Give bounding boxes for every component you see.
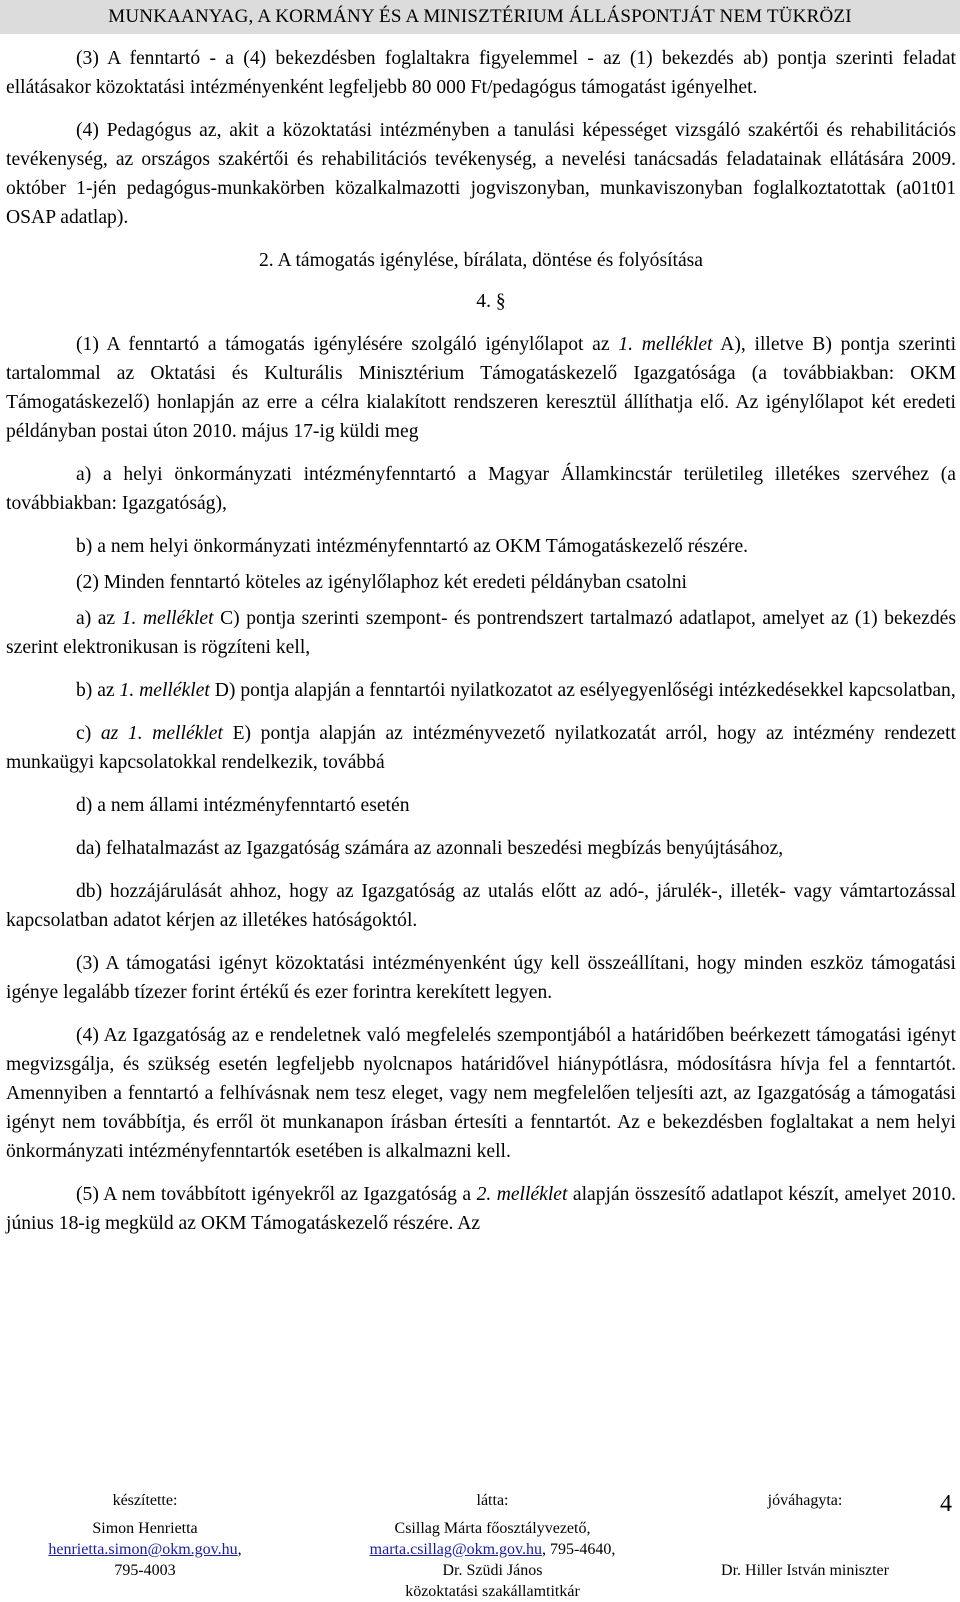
s2c-annex-ref: az 1. melléklet <box>100 723 223 744</box>
approved-name: Dr. Hiller István miniszter <box>721 1562 889 1579</box>
s2c-post: E) pontja alapján az intézményvezető nyilatkozatát arról, hogy az intézmény rendezett munkaügyi kapcsolatokkal rendelkezik, továbbá <box>6 723 956 773</box>
s2-item-b <box>6 676 956 705</box>
s1-item-a: a) a helyi önkormányzati intézményfenntartó a Magyar Államkincstár területileg illetékes szervéhez (a továbbiakban: Igazgatóság), <box>6 464 956 514</box>
paragraph-4: (4) Pedagógus az, akit a közoktatási intézményben a tanulási képességet vizsgáló szakértői és rehabilitációs tevékenység, az országos szakértői és rehabilitációs tevékenység, a nevelési tanácsadás feladatainak ellátására 2009. október 1-jén pedagógus-munkakörben közalkalmazotti jogviszonyban, munkaviszonyban foglalkoztatottak (a01t01 OSAP adatlap). <box>6 120 956 228</box>
section-title: 2. A támogatás igénylése, bírálata, döntése és folyósítása <box>258 250 703 271</box>
s2a-post: C) pontja szerinti szempont- és pontrendszert tartalmazó adatlapot, amelyet az (1) bekezdés szerint elektronikusan is rögzíteni kell, <box>6 608 956 658</box>
seen-label: látta: <box>476 1492 509 1509</box>
s2b-post: D) pontja alapján a fenntartói nyilatkozatot az esélyegyenlőségi intézkedésekkel kapcsolatban, <box>214 680 956 701</box>
signature-footer <box>0 1490 960 1600</box>
approved-label: jóváhagyta: <box>767 1492 843 1509</box>
s5-text-a: (5) A nem továbbított igényekről az Igazgatóság a <box>76 1184 472 1205</box>
seen-by-block <box>335 1490 650 1602</box>
prepared-phone: 795-4003 <box>114 1562 176 1579</box>
section-symbol-link[interactable]: § <box>495 291 506 312</box>
s1-text-b: A), illetve B) pontja szerinti tartalommal az Oktatási és Kulturális Minisztérium Támogatáskezelő Igazgatósága (a továbbiakban: OKM Támogatáskezelő) honlapján az erre a célra kialakított rendszeren keresztül állíthatja elő. Az igénylőlapot két eredeti példányban postai úton 2010. május 17-ig küldi meg <box>6 334 957 442</box>
s2-item-da: da) felhatalmazást az Igazgatóság számára az azonnali beszedési megbízás benyújtásához, <box>76 838 784 859</box>
subsection-2: (2) Minden fenntartó köteles az igénylőlaphoz két eredeti példányban csatolni <box>76 572 687 593</box>
seen-contact <box>335 1539 650 1560</box>
subsection-1 <box>6 330 956 446</box>
subsection-5 <box>6 1180 956 1238</box>
s1-item-b: b) a nem helyi önkormányzati intézményfenntartó az OKM Támogatáskezelő részére. <box>76 536 749 557</box>
prepared-by-block <box>30 1490 260 1581</box>
prepared-label: készítette: <box>112 1492 178 1509</box>
s1-text-a: (1) A fenntartó a támogatás igénylésére szolgáló igénylőlapot az <box>76 334 610 355</box>
s1-annex-ref: 1. melléklet <box>618 334 713 355</box>
s2c-pre: c) <box>76 723 92 744</box>
seen-role-2: közoktatási szakállamtitkár <box>405 1583 580 1600</box>
section-number <box>26 287 956 316</box>
s2-item-db: db) hozzájárulását ahhoz, hogy az Igazgatóság az utalás előtt az adó-, járulék-, illeték- vagy vámtartozással kapcsolatban adatot kérjen az illetékes hatóságoktól. <box>6 881 956 931</box>
s2b-pre: b) az <box>76 680 115 701</box>
seen-name-2: Dr. Szüdi János <box>442 1562 543 1579</box>
prepared-name: Simon Henrietta <box>92 1520 198 1537</box>
subsection-4: (4) Az Igazgatóság az e rendeletnek való megfelelés szempontjából a határidőben beérkezett támogatási igényt megvizsgálja, és szükség esetén legfeljebb nyolcnapos határidővel hiánypótlásra, módosításra hívja fel a fenntartót. Amennyiben a fenntartó a felhívásnak nem tesz eleget, vagy nem megfelelően teljesíti azt, az Igazgatóság a támogatási igényt nem továbbítja, és erről öt munkanapon írásban értesíti a fenntartót. Az e bekezdésben foglaltakat a nem helyi önkormányzati intézményfenntartók esetében is alkalmazni kell. <box>6 1025 956 1162</box>
s5-annex-ref: 2. melléklet <box>476 1184 568 1205</box>
seen-phone: , 795-4640, <box>542 1541 616 1558</box>
s2a-annex-ref: 1. melléklet <box>121 608 214 629</box>
section-number-text: 4. <box>476 291 491 312</box>
page-number: 4 <box>940 1491 952 1517</box>
prepared-email-link[interactable]: henrietta.simon@okm.gov.hu <box>48 1541 238 1558</box>
s2-item-c <box>6 719 956 777</box>
subsection-3: (3) A támogatási igényt közoktatási intézményenként úgy kell összeállítani, hogy minden eszköz támogatási igénye legalább tízezer forint értékű és ezer forintra kerekített legyen. <box>6 953 956 1003</box>
s2a-pre: a) az <box>76 608 116 629</box>
s2-item-d: d) a nem állami intézményfenntartó esetén <box>76 795 410 816</box>
seen-name: Csillag Márta főosztályvezető, <box>394 1520 591 1537</box>
s5-text-b: alapján összesítő adatlapot készít, amelyet 2010. június 18-ig megküld az OKM Támogatáskezelő részére. Az <box>6 1184 957 1234</box>
paragraph-3: (3) A fenntartó - a (4) bekezdésben foglaltakra figyelemmel - az (1) bekezdés ab) pontja szerinti feladat ellátásakor közoktatási intézményenként legfeljebb 80 000 Ft/pedagógus támogatást igényelhet. <box>6 48 956 98</box>
s2b-annex-ref: 1. melléklet <box>119 680 210 701</box>
s2-item-a <box>6 604 956 662</box>
approved-by-block <box>680 1490 930 1581</box>
draft-banner: MUNKAANYAG, A KORMÁNY ÉS A MINISZTÉRIUM ÁLLÁSPONTJÁT NEM TÜKRÖZI <box>0 0 960 34</box>
seen-email-link[interactable]: marta.csillag@okm.gov.hu <box>369 1541 542 1558</box>
prepared-comma: , <box>237 1541 242 1558</box>
document-body <box>6 44 956 1238</box>
prepared-contact <box>30 1539 260 1560</box>
